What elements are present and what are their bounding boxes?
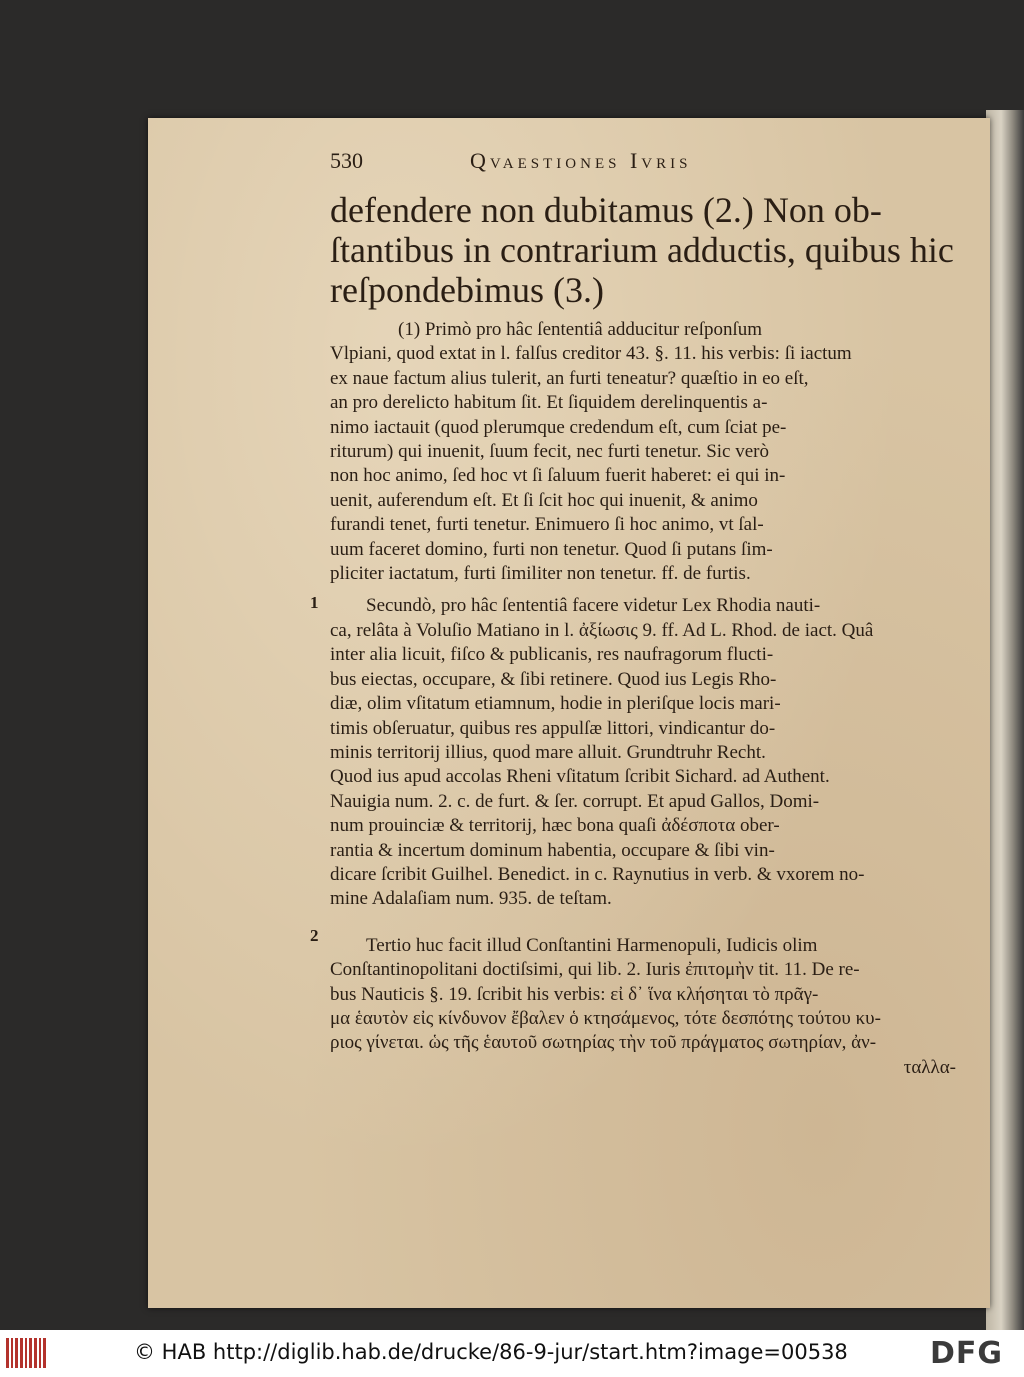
paragraph-2 xyxy=(330,594,956,911)
paragraph-gap xyxy=(330,912,956,926)
text-line: bus eiectas, occupare, & ſibi retinere. Quod ius Legis Rho- xyxy=(330,668,777,690)
text-line: dicare ſcribit Guilhel. Benedict. in c. Raynutius in verb. & vxorem no- xyxy=(330,863,865,885)
text-line: uum faceret domino, furti non tenetur. Quod ſi putans ſim- xyxy=(330,538,773,560)
lead-line: ſtantibus in contrarium adductis, quibus hic xyxy=(330,230,954,270)
text-line: timis obſeruatur, quibus res appulſæ littori, vindicantur do- xyxy=(330,717,776,739)
text-line: Conſtantinopolitani doctiſsimi, qui lib. 2. Iuris ἐπιτομὴν tit. 11. De re- xyxy=(330,959,860,981)
text-line: μα ἑαυτὸν εἰς κίνδυνον ἔβαλεν ὁ κτησάμενος, τότε δεσπότης τούτου κυ- xyxy=(330,1007,881,1029)
hab-barcode-logo-icon xyxy=(6,1338,46,1368)
page-number: 530 xyxy=(330,148,363,173)
text-line: non hoc animo, ſed hoc vt ſi ſaluum fuerit haberet: ei qui in- xyxy=(330,465,786,487)
body-text xyxy=(330,190,956,1080)
book-edge-strip xyxy=(986,110,1024,1330)
copyright-link[interactable]: © HAB http://diglib.hab.de/drucke/86-9-jur/start.htm?image=00538 xyxy=(134,1340,848,1364)
running-title: Qvaestiones Ivris xyxy=(470,148,692,173)
footer-bar xyxy=(0,1330,1024,1377)
text-line: Quod ius apud accolas Rheni vſitatum ſcribit Sichard. ad Authent. xyxy=(330,766,830,788)
text-line: ex naue factum alius tulerit, an furti teneatur? quæſtio in eo eſt, xyxy=(330,367,809,389)
book-page xyxy=(148,118,990,1308)
text-line: uenit, auferendum eſt. Et ſi ſcit hoc qui inuenit, & animo xyxy=(330,489,758,511)
text-line: (1) Primò pro hâc ſententiâ adducitur reſponſum xyxy=(398,319,763,340)
lead-line: defendere non dubitamus (2.) Non ob- xyxy=(330,190,882,230)
text-line: Nauigia num. 2. c. de furt. & ſer. corrupt. Et apud Gallos, Domi- xyxy=(330,790,820,812)
paragraph-1 xyxy=(330,318,956,586)
dfg-logo: DFG xyxy=(930,1336,1004,1371)
text-line: nimo iactauit (quod plerumque credendum eſt, cum ſciat pe- xyxy=(330,416,787,438)
paragraph-3 xyxy=(330,934,956,1080)
text-line: Tertio huc facit illud Conſtantini Harmenopuli, Iudicis olim xyxy=(366,934,818,956)
text-line: rantia & incertum dominum habentia, occupare & ſibi vin- xyxy=(330,839,775,861)
text-line: Vlpiani, quod extat in l. falſus creditor 43. §. 11. his verbis: ſi iactum xyxy=(330,343,852,365)
text-line: Secundò, pro hâc ſententiâ facere videtur Lex Rhodia nauti- xyxy=(366,595,821,617)
margin-mark-2: 2 xyxy=(310,926,319,945)
text-line: pliciter iactatum, furti ſimiliter non tenetur. ff. de furtis. xyxy=(330,563,751,585)
text-line: minis territorij illius, quod mare alluit. Grundtruhr Recht. xyxy=(330,741,766,763)
text-line: an pro derelicto habitum ſit. Et ſiquidem derelinquentis a- xyxy=(330,392,768,414)
lead-text xyxy=(330,190,956,310)
margin-mark-1: 1 xyxy=(310,593,319,612)
text-line: mine Adalaſiam num. 935. de teſtam. xyxy=(330,888,612,910)
text-line: ταλλα- xyxy=(903,1056,956,1078)
text-line: ca, relâta à Voluſio Matiano in l. ἀξίωσις 9. ff. Ad L. Rhod. de iact. Quâ xyxy=(330,619,874,641)
lead-line: reſpondebimus (3.) xyxy=(330,270,604,310)
text-line: riturum) qui inuenit, ſuum fecit, nec furti tenetur. Sic verò xyxy=(330,441,769,463)
text-line: diæ, olim vſitatum etiamnum, hodie in pleriſque locis mari- xyxy=(330,693,781,715)
text-line: bus Nauticis §. 19. ſcribit his verbis: εἰ δ᾽ ἵνα κλήσηται τὸ πρᾶγ- xyxy=(330,983,819,1005)
text-line: num prouinciæ & territorij, hæc bona quaſi ἀδέσποτα ober- xyxy=(330,815,780,837)
running-head xyxy=(330,148,970,178)
text-line: inter alia licuit, fiſco & publicanis, res naufragorum flucti- xyxy=(330,644,774,666)
text-line: furandi tenet, furti tenetur. Enimuero ſi hoc animo, vt ſal- xyxy=(330,514,764,536)
text-line: ριος γίνεται. ὡς τῆς ἑαυτοῦ σωτηρίας τὴν τοῦ πράγματος σωτηρίαν, ἀν- xyxy=(330,1032,877,1054)
